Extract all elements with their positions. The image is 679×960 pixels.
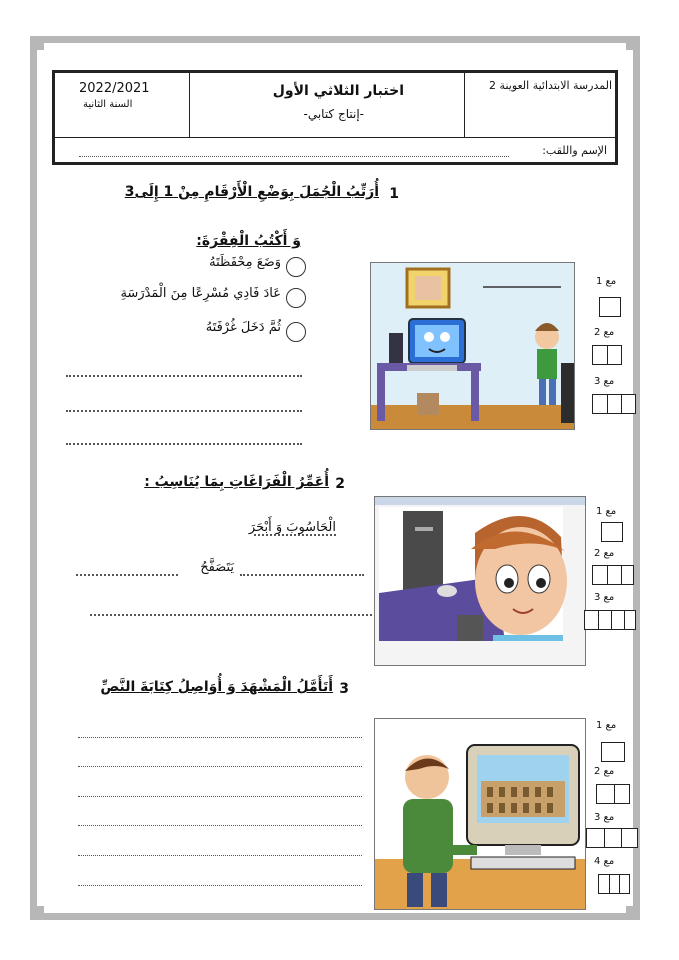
grade-label-2: مع 2 (594, 327, 615, 338)
answer-line[interactable] (66, 443, 302, 445)
name-field-line[interactable] (79, 156, 509, 157)
exercise1-number: 1 (389, 186, 399, 202)
grade-label-4: مع 4 (594, 856, 615, 867)
colosseum-screen-illustration (374, 718, 586, 910)
grade-box-3[interactable] (592, 394, 636, 414)
grade-box-1[interactable] (601, 742, 625, 762)
fill-blank-2[interactable] (76, 574, 178, 576)
grade-box-1[interactable] (601, 522, 623, 542)
grade-box-3[interactable] (586, 828, 638, 848)
class-level: السنة الثانية (83, 99, 133, 110)
boy-computer-illustration (374, 496, 586, 666)
exam-subject: -إنتاج كتابي- (303, 107, 364, 121)
writing-line[interactable] (78, 885, 362, 886)
writing-line[interactable] (78, 855, 362, 856)
grade-box-2[interactable] (592, 565, 634, 585)
writing-line[interactable] (78, 796, 362, 797)
room-computer-illustration (370, 262, 575, 430)
exercise3-number: 3 (339, 681, 349, 697)
exercise2-title: أُعَمِّرُ الْفَرَاغَاتِ بِمَا يُنَاسِبُ : (144, 474, 329, 490)
boy-scene-svg (375, 497, 586, 666)
grade-label-2: مع 2 (594, 548, 615, 559)
grade-box-2[interactable] (596, 784, 630, 804)
school-cell (465, 73, 618, 137)
writing-line[interactable] (78, 766, 362, 767)
grade-label-1: مع 1 (596, 276, 617, 287)
order-box-2[interactable] (286, 288, 306, 308)
exercise1-title: أُرَتِّبُ الْجُمَلَ بِوَضْعِ الْأَرْقَامِ مِنْ 1 إِلَى3 (124, 184, 379, 200)
frame-corner (626, 36, 640, 50)
sentence-3: ثُمَّ دَخَلَ غُرْفَتَهُ (205, 320, 281, 335)
exam-title: اختبار الثلاثي الأول (272, 83, 404, 99)
year-cell (55, 73, 190, 137)
answer-line[interactable] (66, 375, 302, 377)
fill-blank-3[interactable] (240, 574, 364, 576)
order-box-3[interactable] (286, 322, 306, 342)
grade-label-1: مع 1 (596, 720, 617, 731)
frame-corner (626, 906, 640, 920)
grade-label-1: مع 1 (596, 506, 617, 517)
school-name: المدرسة الابتدائية العوينة 2 (489, 79, 612, 92)
grade-label-3: مع 3 (594, 592, 615, 603)
frame-corner (30, 36, 44, 50)
grade-label-3: مع 3 (594, 812, 615, 823)
grade-label-3: مع 3 (594, 376, 615, 387)
exam-header (52, 70, 618, 165)
grade-box-4[interactable] (598, 874, 630, 894)
writing-line[interactable] (78, 737, 362, 738)
answer-line[interactable] (66, 410, 302, 412)
colosseum-scene-svg (375, 719, 586, 910)
exercise2-number: 2 (335, 476, 345, 492)
fill-line-2-text: يَتَصَفَّحُ (200, 560, 234, 575)
grade-label-2: مع 2 (594, 766, 615, 777)
grade-box-2[interactable] (592, 345, 622, 365)
sentence-2: عَادَ فَادِي مُسْرِعًا مِنَ الْمَدْرَسَةِ (120, 286, 281, 301)
room-scene-svg (371, 263, 575, 430)
grade-box-3[interactable] (584, 610, 636, 630)
writing-line[interactable] (78, 825, 362, 826)
school-year: 2022/2021 (79, 81, 150, 96)
frame-corner (30, 906, 44, 920)
exercise1-subtitle: وَ أَكْتُبُ الْفِقْرَةَ: (196, 233, 301, 249)
order-box-1[interactable] (286, 257, 306, 277)
exercise3-title: أَتَأَمَّلُ الْمَشْهَدَ وَ أُوَاصِلُ كِتَابَةَ النَّصِّ (100, 679, 333, 695)
fill-line-1-text: الْحَاسُوبَ وَ أَبْحَرَ (248, 520, 336, 535)
fill-blank-1[interactable] (254, 534, 336, 536)
title-cell (190, 73, 465, 137)
name-label: الإسم واللقب: (542, 144, 607, 157)
name-row (55, 137, 615, 165)
grade-box-1[interactable] (599, 297, 621, 317)
fill-blank-4[interactable] (90, 614, 372, 616)
sentence-1: وَضَعَ مِحْفَظَتَهُ (209, 255, 281, 270)
